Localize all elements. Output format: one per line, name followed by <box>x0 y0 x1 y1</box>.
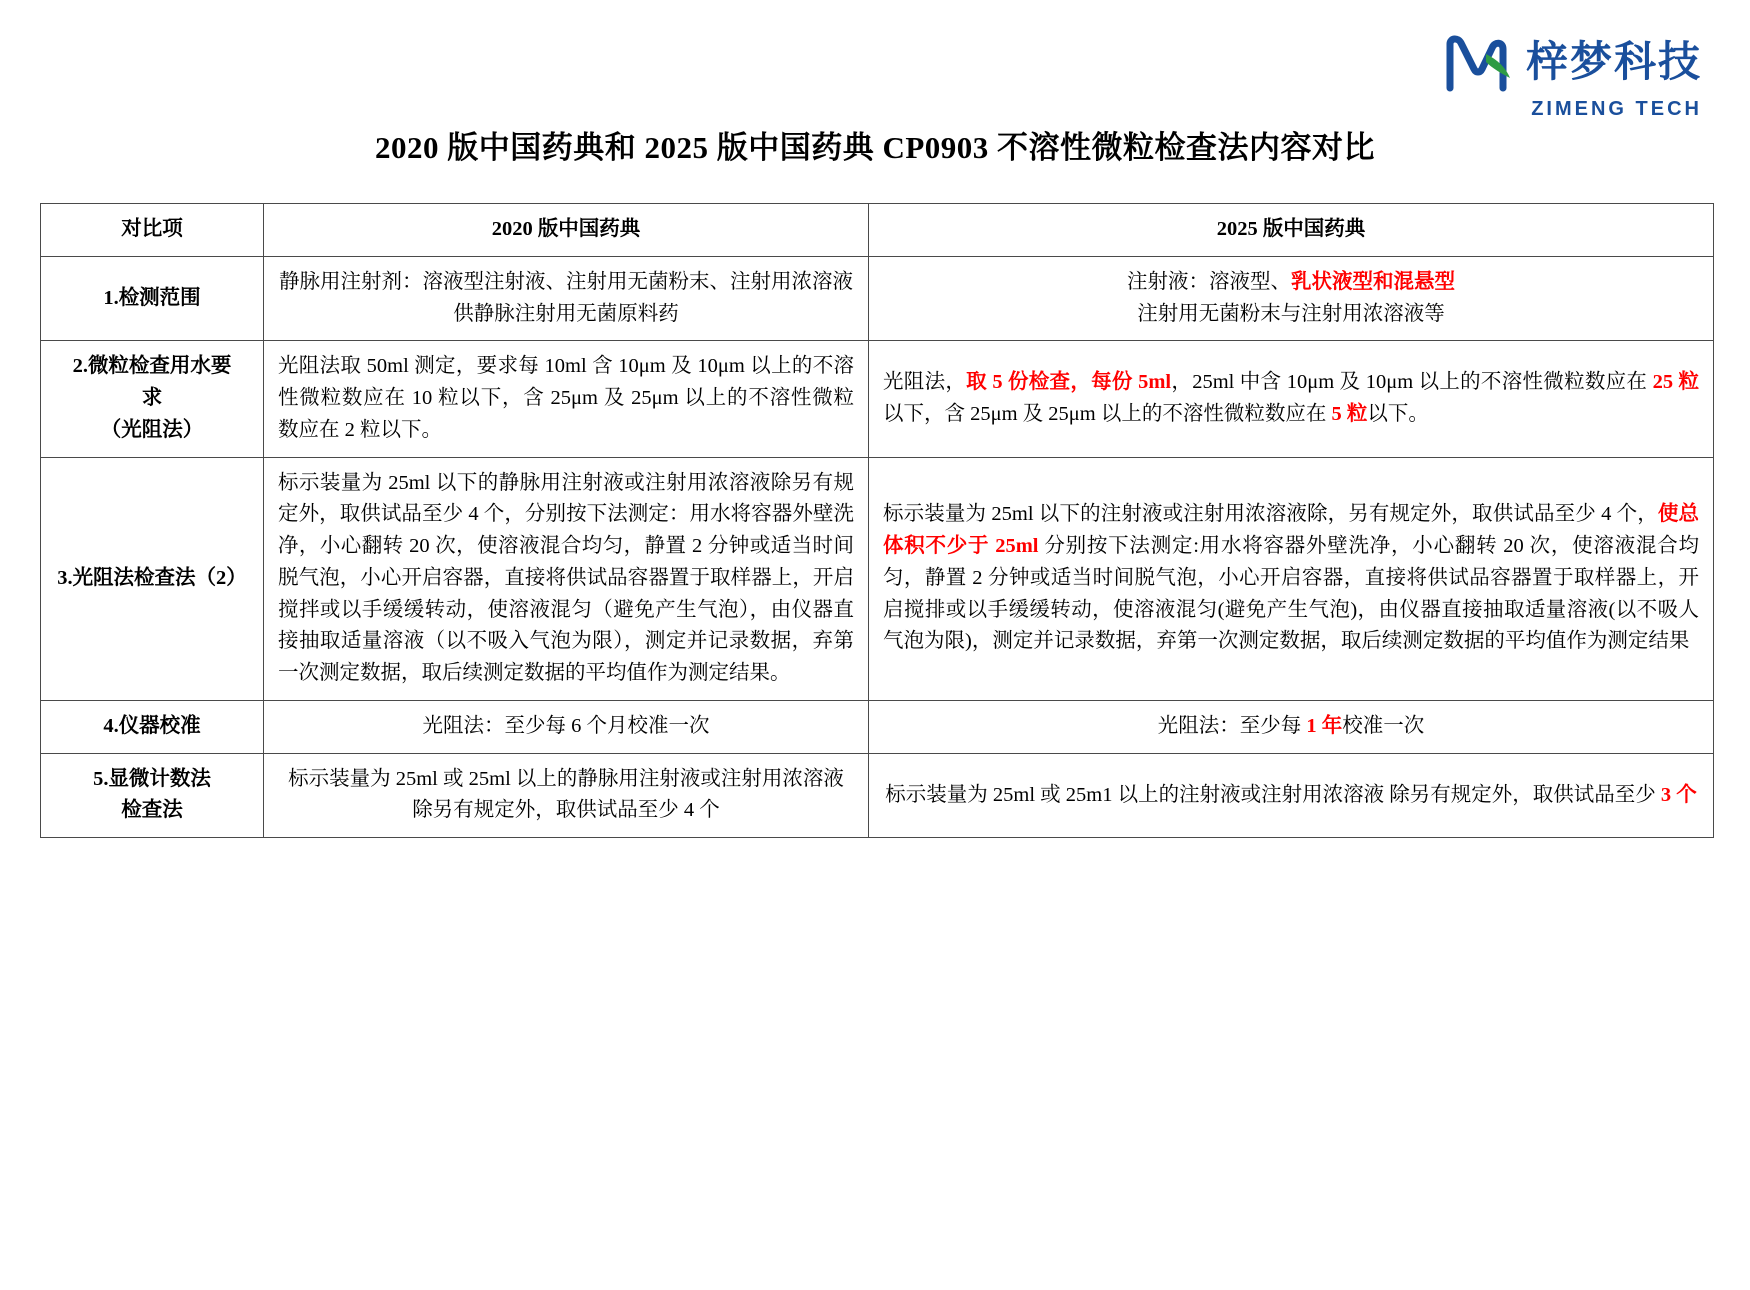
cell-2025-light-obscuration <box>869 457 1714 700</box>
seg: ，25ml 中含 10μm 及 10μm 以上的不溶性微粒数应在 <box>1171 371 1653 394</box>
header-cell-item: 对比项 <box>41 204 264 257</box>
cell-2020-microscopic: 标示装量为 25ml 或 25ml 以上的静脉用注射液或注射用浓溶液 除另有规定外，取供试品至少 4 个 <box>264 753 869 838</box>
table-row <box>41 256 1714 341</box>
comparison-table <box>40 203 1714 838</box>
header-cell-2020: 2020 版中国药典 <box>264 204 869 257</box>
cell-2025-calibration <box>869 700 1714 753</box>
zimeng-m-logo-icon <box>1446 34 1514 92</box>
seg: 校准一次 <box>1342 714 1425 737</box>
cell-2020-scope <box>264 256 869 341</box>
logo-english-name: ZIMENG TECH <box>1531 98 1702 120</box>
scope-2025-line2: 注射用无菌粉末与注射用浓溶液等 <box>1137 302 1445 325</box>
row-label-calibration: 4.仪器校准 <box>41 700 264 753</box>
company-logo <box>1446 34 1702 121</box>
seg: 标示装量为 25ml 或 25m1 以上的注射液或注射用浓溶液 除另有规定外，取供试品至少 <box>885 783 1661 806</box>
seg: 标示装量为 25ml 以下的注射液或注射用浓溶液除，另有规定外，取供试品至少 4 个， <box>883 503 1658 526</box>
row-label-line3: （光阻法） <box>100 418 204 441</box>
row-label-light-obscuration: 3.光阻法检查法（2） <box>41 457 264 700</box>
cell-2025-water <box>869 341 1714 457</box>
table-row <box>41 457 1714 700</box>
cell-2020-water: 光阻法取 50ml 测定，要求每 10ml 含 10μm 及 10μm 以上的不溶性微粒数应在 10 粒以下，含 25μm 及 25μm 以上的不溶性微粒数应在 2 粒以下。 <box>264 341 869 457</box>
seg-highlight: 25 粒 <box>1652 371 1700 394</box>
scope-2020-line2: 供静脉注射用无菌原料药 <box>453 302 679 325</box>
cell-2020-calibration: 光阻法：至少每 6 个月校准一次 <box>264 700 869 753</box>
table-row <box>41 753 1714 838</box>
scope-2025-line1 <box>883 267 1699 299</box>
cell-2025-microscopic <box>869 753 1714 838</box>
cell-2025-scope <box>869 256 1714 341</box>
seg: 以下，含 25μm 及 25μm 以上的不溶性微粒数应在 <box>883 402 1332 425</box>
scope-2020-line1: 静脉用注射剂：溶液型注射液、注射用无菌粉末、注射用浓溶液 <box>279 270 853 293</box>
seg: 以下。 <box>1367 402 1429 425</box>
seg-highlight: 使总体积不少于 25ml <box>883 503 1700 558</box>
row-label-scope: 1.检测范围 <box>41 256 264 341</box>
scope-2025-line1-pre: 注射液：溶液型、 <box>1127 270 1291 293</box>
seg-highlight: 取 5 份检查，每份 5ml <box>966 371 1172 394</box>
scope-2025-line1-highlight: 乳状液型和混悬型 <box>1291 270 1455 293</box>
table-header-row <box>41 204 1714 257</box>
seg-highlight: 1 年 <box>1306 714 1343 737</box>
comparison-table-container <box>40 203 1713 838</box>
cell-2020-light-obscuration: 标示装量为 25ml 以下的静脉用注射液或注射用浓溶液除另有规定外，取供试品至少 4 个，分别按下法测定：用水将容器外壁洗净，小心翻转 20 次，使溶液混合均匀，静置 2 分钟或适当时间脱气泡，小心开启容器，直接将供试品容器置于取样器上，开启搅拌或以手缓缓转动，使溶液混匀（避免产生气泡），由仪器直接抽取适量溶液（以不吸入气泡为限），测定并记录数据，弃第一次测定数据，取后续测定数据的平均值作为测定结果。 <box>264 457 869 700</box>
cell-2025-water-text <box>883 367 1699 431</box>
header-cell-2025: 2025 版中国药典 <box>869 204 1714 257</box>
row-label-line2: 求 <box>141 387 163 410</box>
cell-2025-lo-text <box>883 499 1699 658</box>
seg: 分别按下法测定:用水将容器外壁洗净，小心翻转 20 次，使溶液混合均匀，静置 2 分钟或适当时间脱气泡，小心开启容器，直接将供试品容器置于取样器上，开启搅排或以手缓缓转动，使溶液混匀(避免产生气泡)，由仪器直接抽取适量溶液(以不吸人气泡为限)，测定并记录数据，弃第一次测定数据，取后续测定数据的平均值作为测定结果 <box>883 535 1699 653</box>
seg-highlight: 5 粒 <box>1331 402 1368 425</box>
seg: 光阻法， <box>883 371 967 394</box>
page-title: 2020 版中国药典和 2025 版中国药典 CP0903 不溶性微粒检查法内容对比 <box>374 130 1376 165</box>
row-label-line1: 2.微粒检查用水要 <box>72 355 232 378</box>
table-row <box>41 700 1714 753</box>
table-row <box>41 341 1714 457</box>
row-label-microscopic-count <box>41 753 264 838</box>
seg: 光阻法：至少每 <box>1157 714 1307 737</box>
seg-highlight: 3 个 <box>1660 783 1697 806</box>
row-label-line2: 检查法 <box>121 799 183 822</box>
logo-chinese-name: 梓梦科技 <box>1525 40 1702 86</box>
logo-row <box>1446 34 1702 92</box>
row-label-water-requirement <box>41 341 264 457</box>
row-label-line1: 5.显微计数法 <box>93 767 211 790</box>
